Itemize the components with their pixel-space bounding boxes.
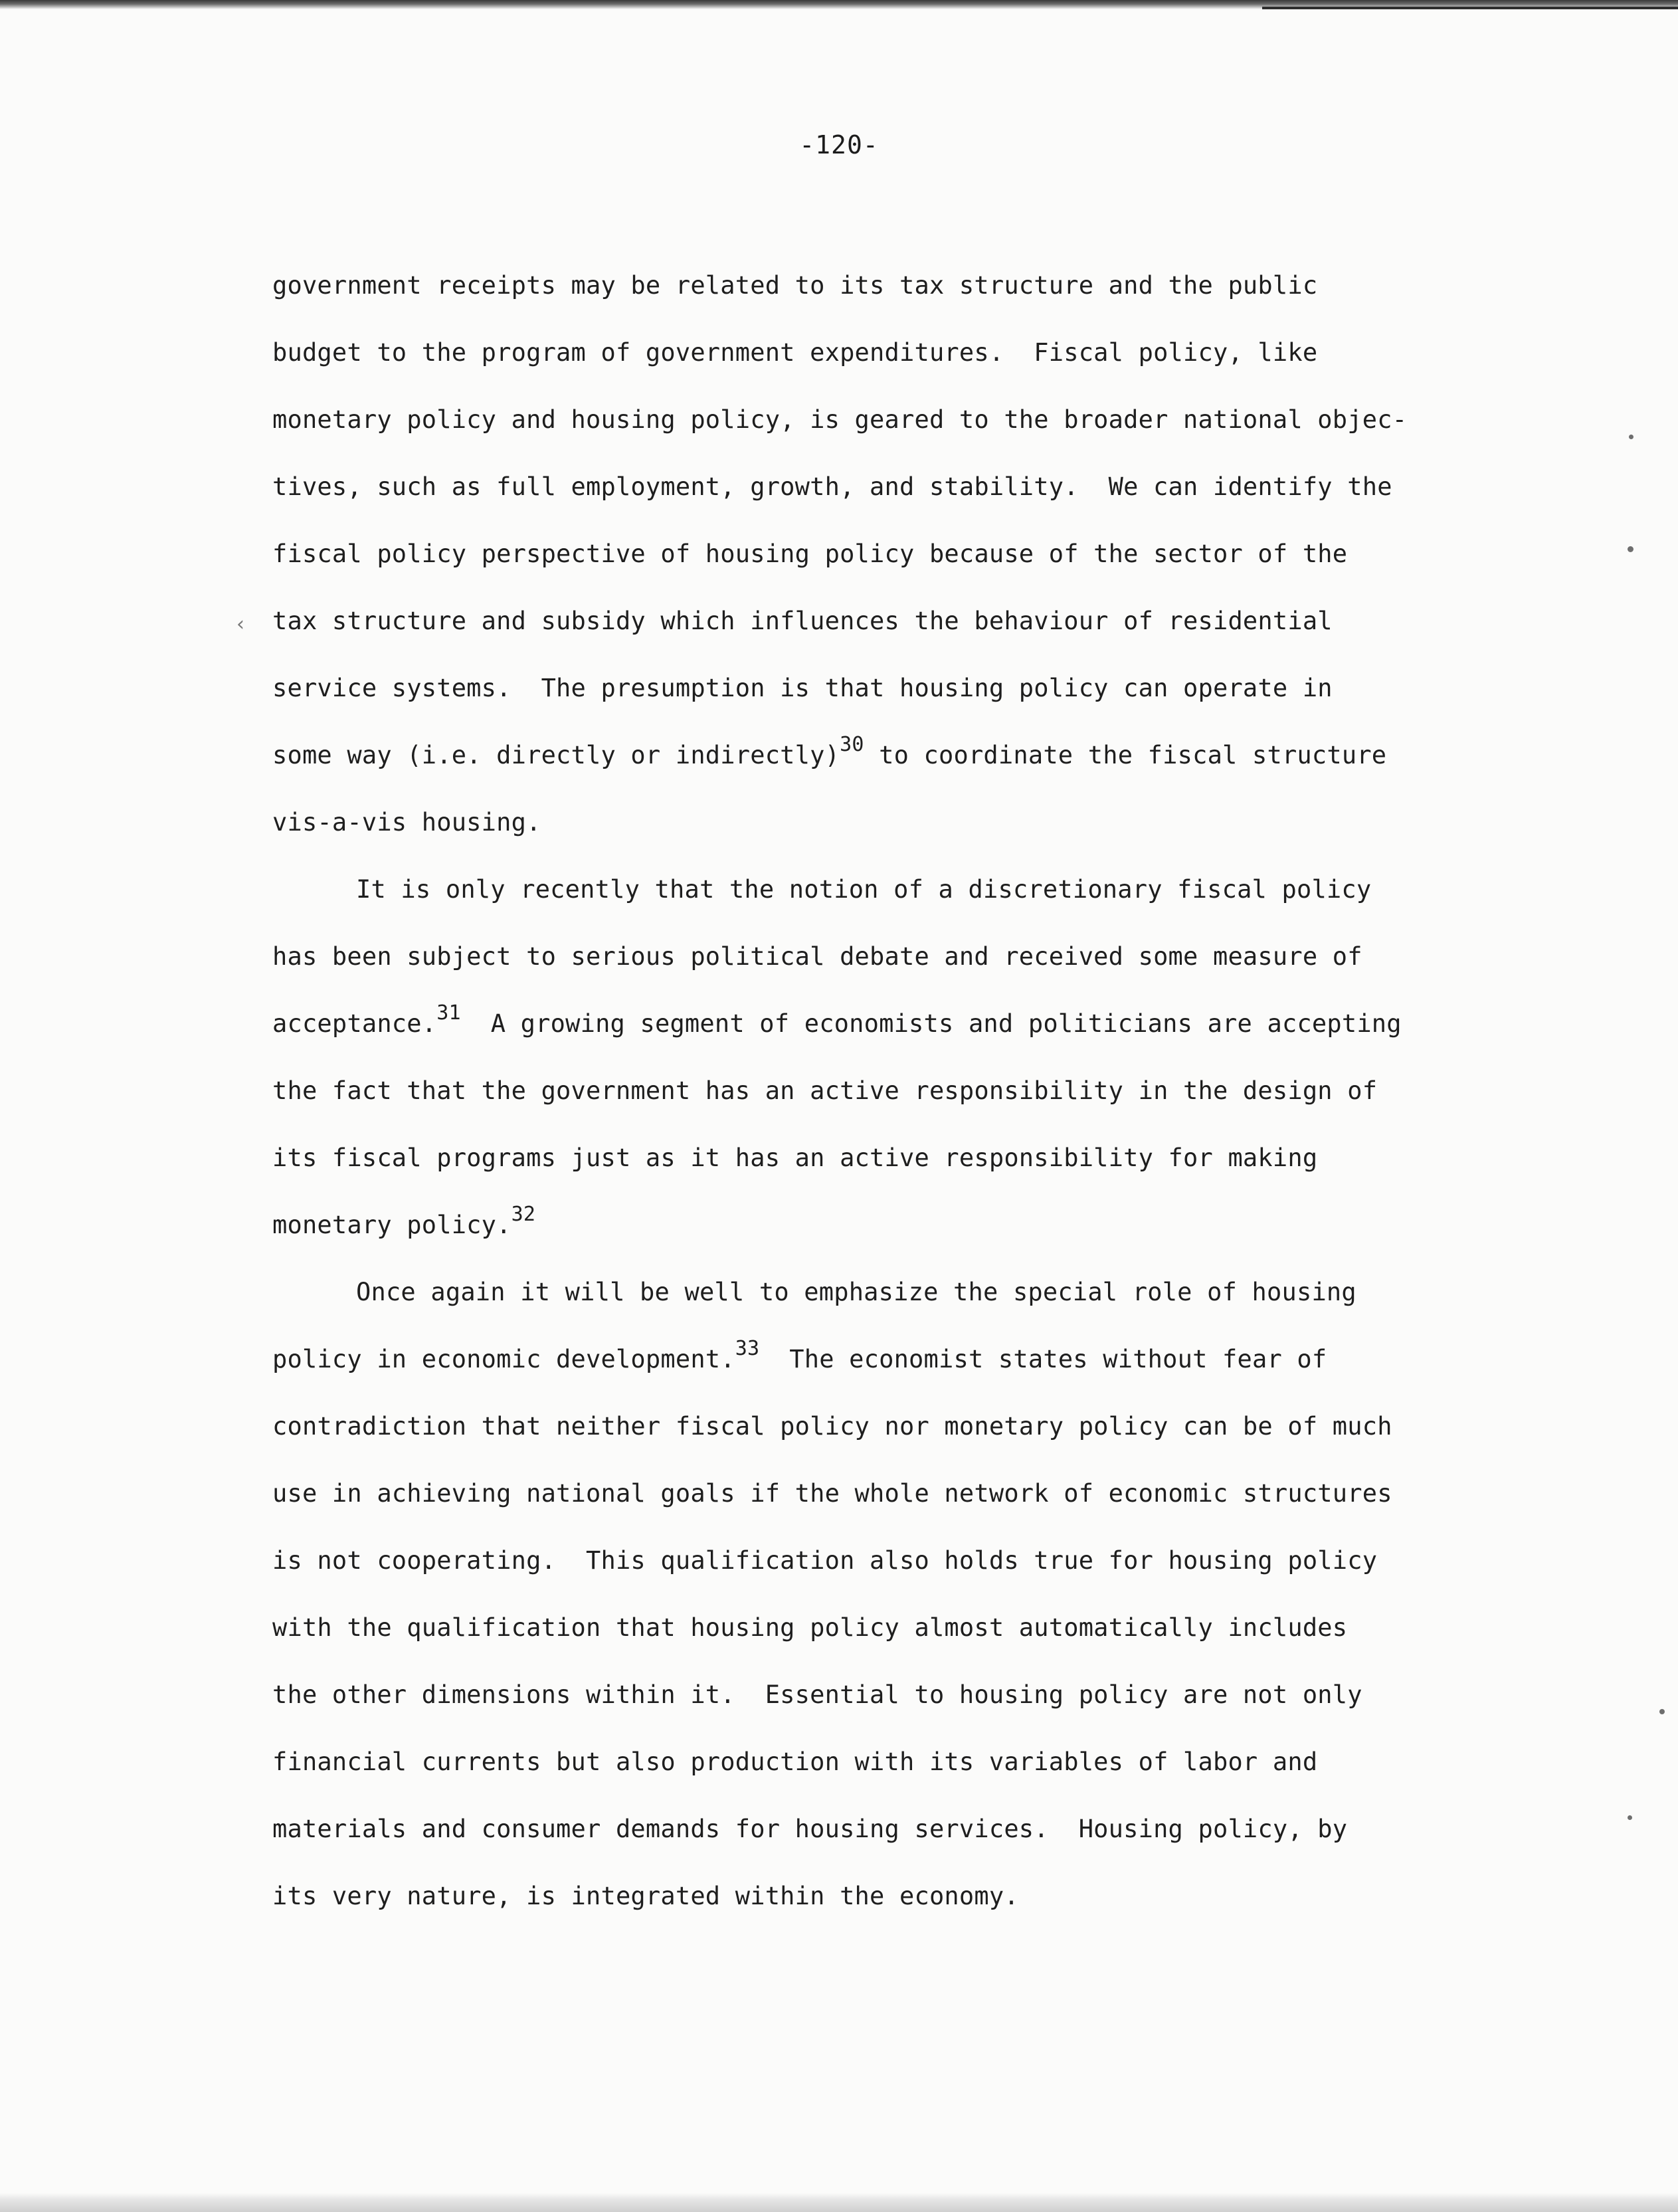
paragraph (272, 870, 1548, 1272)
text-line (272, 601, 1548, 668)
text-segment: use in achieving national goals if the whole network of economic structures (272, 1479, 1392, 1508)
text-segment: to coordinate the fiscal structure (864, 741, 1387, 769)
text-segment: monetary policy and housing policy, is geared to the broader national objec- (272, 405, 1408, 434)
text-line (272, 870, 1548, 937)
text-segment: has been subject to serious political debate and received some measure of (272, 942, 1362, 971)
text-segment: A growing segment of economists and politicians are accepting (460, 1009, 1402, 1038)
text-segment: vis-a-vis housing. (272, 808, 541, 837)
text-segment: financial currents but also production with its variables of labor and (272, 1748, 1318, 1776)
text-line (272, 1138, 1548, 1205)
scan-speck (1628, 1815, 1632, 1820)
scan-speck (1628, 546, 1633, 552)
scan-speck (1629, 435, 1633, 439)
scan-speck (1659, 1709, 1665, 1714)
text-segment: the fact that the government has an active responsibility in the design of (272, 1076, 1378, 1105)
text-segment: Once again it will be well to emphasize the special role of housing (356, 1278, 1356, 1306)
margin-mark: ‹ (236, 613, 244, 636)
text-line (272, 1541, 1548, 1608)
text-line (272, 1001, 1548, 1071)
text-line (272, 333, 1548, 400)
text-segment: monetary policy. (272, 1211, 512, 1239)
text-line (272, 1675, 1548, 1742)
scan-edge-line (1262, 7, 1678, 9)
text-segment: materials and consumer demands for housing services. Housing policy, by (272, 1815, 1348, 1843)
footnote-marker: 30 (840, 732, 864, 756)
paragraph (272, 266, 1548, 870)
text-segment: government receipts may be related to its tax structure and the public (272, 271, 1318, 300)
page-number: -120- (799, 130, 879, 159)
text-segment: some way (i.e. directly or indirectly) (272, 741, 840, 769)
text-segment: the other dimensions within it. Essential to housing policy are not only (272, 1680, 1362, 1709)
text-segment: tives, such as full employment, growth, and stability. We can identify the (272, 472, 1392, 501)
text-line (272, 1272, 1548, 1340)
text-line (272, 1474, 1548, 1541)
text-line (272, 803, 1548, 870)
text-segment: The economist states without fear of (759, 1345, 1327, 1373)
text-segment: its very nature, is integrated within the economy. (272, 1882, 1019, 1910)
text-line (272, 1407, 1548, 1474)
text-segment: contradiction that neither fiscal policy nor monetary policy can be of much (272, 1412, 1392, 1441)
text-line (272, 1608, 1548, 1675)
text-line (272, 1336, 1548, 1407)
scan-edge-bottom (0, 2193, 1678, 2212)
footnote-marker: 31 (436, 1001, 461, 1025)
text-line (272, 534, 1548, 601)
text-segment: policy in economic development. (272, 1345, 735, 1373)
body-text (272, 266, 1548, 1944)
text-segment: budget to the program of government expenditures. Fiscal policy, like (272, 338, 1318, 367)
text-segment: its fiscal programs just as it has an active responsibility for making (272, 1144, 1318, 1172)
text-line (272, 1202, 1548, 1272)
text-line (272, 467, 1548, 534)
text-line (272, 1742, 1548, 1809)
text-line (272, 1876, 1548, 1944)
text-segment: It is only recently that the notion of a discretionary fiscal policy (356, 875, 1372, 904)
text-segment: acceptance. (272, 1009, 437, 1038)
footnote-marker: 33 (735, 1336, 760, 1360)
text-line (272, 732, 1548, 803)
text-segment: fiscal policy perspective of housing policy because of the sector of the (272, 540, 1348, 568)
text-segment: tax structure and subsidy which influences the behaviour of residential (272, 607, 1333, 635)
text-line (272, 266, 1548, 333)
paragraph (272, 1272, 1548, 1944)
text-line (272, 400, 1548, 467)
text-line (272, 1071, 1548, 1138)
text-segment: is not cooperating. This qualification also holds true for housing policy (272, 1546, 1378, 1575)
text-segment: service systems. The presumption is that housing policy can operate in (272, 674, 1333, 702)
text-line (272, 937, 1548, 1004)
text-line (272, 668, 1548, 736)
footnote-marker: 32 (511, 1202, 536, 1226)
text-line (272, 1809, 1548, 1876)
text-segment: with the qualification that housing policy almost automatically includes (272, 1613, 1348, 1642)
